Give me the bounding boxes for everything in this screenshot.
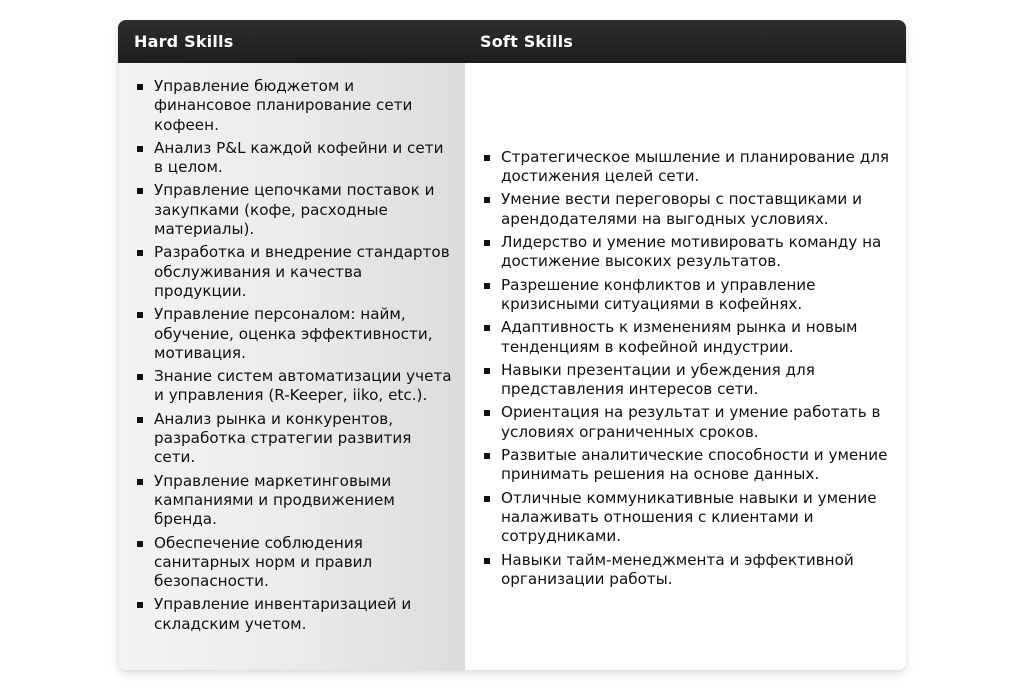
hard-skill-item — [134, 367, 453, 406]
square-bullet-icon — [484, 155, 490, 161]
soft-skill-item — [481, 190, 894, 229]
hard-skill-text: Анализ рынка и конкурентов, разработка стратегии развития сети. — [154, 409, 412, 467]
hard-skill-text: Управление персоналом: найм, обучение, оценка эффективности, мотивация. — [154, 305, 433, 362]
soft-skill-item — [481, 318, 894, 357]
soft-skill-item — [481, 489, 894, 547]
soft-skill-item — [481, 361, 894, 400]
soft-skill-item — [481, 446, 894, 485]
soft-skill-text: Разрешение конфликтов и управление кризисными ситуациями в кофейнях. — [501, 275, 816, 313]
soft-skill-text: Адаптивность к изменениям рынка и новым тенденциям в кофейной индустрии. — [501, 318, 858, 356]
square-bullet-icon — [137, 374, 143, 380]
square-bullet-icon — [137, 84, 143, 90]
square-bullet-icon — [137, 479, 143, 485]
hard-skill-item — [134, 77, 453, 135]
hard-skill-item — [134, 243, 453, 301]
square-bullet-icon — [137, 312, 143, 318]
square-bullet-icon — [484, 453, 490, 459]
hard-skill-item — [134, 305, 453, 363]
soft-skill-text: Ориентация на результат и умение работать в условиях ограниченных сроков. — [501, 403, 881, 441]
square-bullet-icon — [137, 250, 143, 256]
hard-skill-text: Обеспечение соблюдения санитарных норм и правил безопасности. — [154, 533, 373, 591]
square-bullet-icon — [484, 558, 490, 564]
square-bullet-icon — [484, 325, 490, 331]
hard-skill-text: Управление цепочками поставок и закупками (кофе, расходные материалы). — [154, 181, 435, 239]
square-bullet-icon — [484, 240, 490, 246]
square-bullet-icon — [484, 283, 490, 289]
soft-skill-text: Навыки презентации и убеждения для представления интересов сети. — [501, 360, 815, 399]
hard-skill-item — [134, 534, 453, 592]
soft-skill-item — [481, 551, 894, 590]
square-bullet-icon — [137, 541, 143, 547]
hard-skill-item — [134, 472, 453, 530]
hard-skill-text: Управление инвентаризацией и складским учетом. — [154, 595, 412, 633]
soft-skills-list — [481, 148, 894, 593]
hard-skill-text: Знание систем автоматизации учета и управления (R-Keeper, iiko, etc.). — [154, 367, 452, 405]
square-bullet-icon — [137, 146, 143, 152]
skills-table — [118, 20, 906, 670]
hard-skill-text: Управление бюджетом и финансовое планирование сети кофеен. — [154, 77, 413, 134]
hard-skill-item — [134, 595, 453, 634]
soft-skill-item — [481, 276, 894, 315]
hard-skill-text: Анализ P&L каждой кофейни и сети в целом. — [154, 138, 444, 177]
soft-skill-text: Навыки тайм-менеджмента и эффективной организации работы. — [501, 550, 854, 588]
hard-skills-heading: Hard Skills — [134, 32, 234, 51]
square-bullet-icon — [484, 368, 490, 374]
soft-skill-item — [481, 233, 894, 272]
soft-skills-heading: Soft Skills — [480, 32, 574, 51]
soft-skill-text: Развитые аналитические способности и умение принимать решения на основе данных. — [501, 446, 888, 484]
soft-skill-item — [481, 148, 894, 187]
square-bullet-icon — [137, 188, 143, 194]
soft-skill-text: Отличные коммуникативные навыки и умение налаживать отношения с клиентами и сотрудниками. — [501, 488, 877, 546]
soft-skill-text: Стратегическое мышление и планирование для достижения целей сети. — [501, 147, 890, 186]
soft-skill-text: Лидерство и умение мотивировать команду на достижение высоких результатов. — [501, 233, 882, 271]
soft-skill-item — [481, 403, 894, 442]
hard-skill-item — [134, 181, 453, 239]
soft-skills-column — [465, 63, 906, 670]
square-bullet-icon — [484, 410, 490, 416]
table-header — [118, 20, 906, 64]
hard-skills-list — [134, 77, 453, 634]
hard-skills-column — [118, 63, 465, 670]
square-bullet-icon — [484, 197, 490, 203]
square-bullet-icon — [484, 496, 490, 502]
hard-skill-text: Управление маркетинговыми кампаниями и продвижением бренда. — [154, 471, 395, 529]
square-bullet-icon — [137, 602, 143, 608]
hard-skill-item — [134, 410, 453, 468]
hard-skill-item — [134, 139, 453, 178]
soft-skill-text: Умение вести переговоры с поставщиками и арендодателями на выгодных условиях. — [501, 190, 862, 228]
hard-skill-text: Разработка и внедрение стандартов обслуживания и качества продукции. — [154, 243, 450, 300]
square-bullet-icon — [137, 417, 143, 423]
